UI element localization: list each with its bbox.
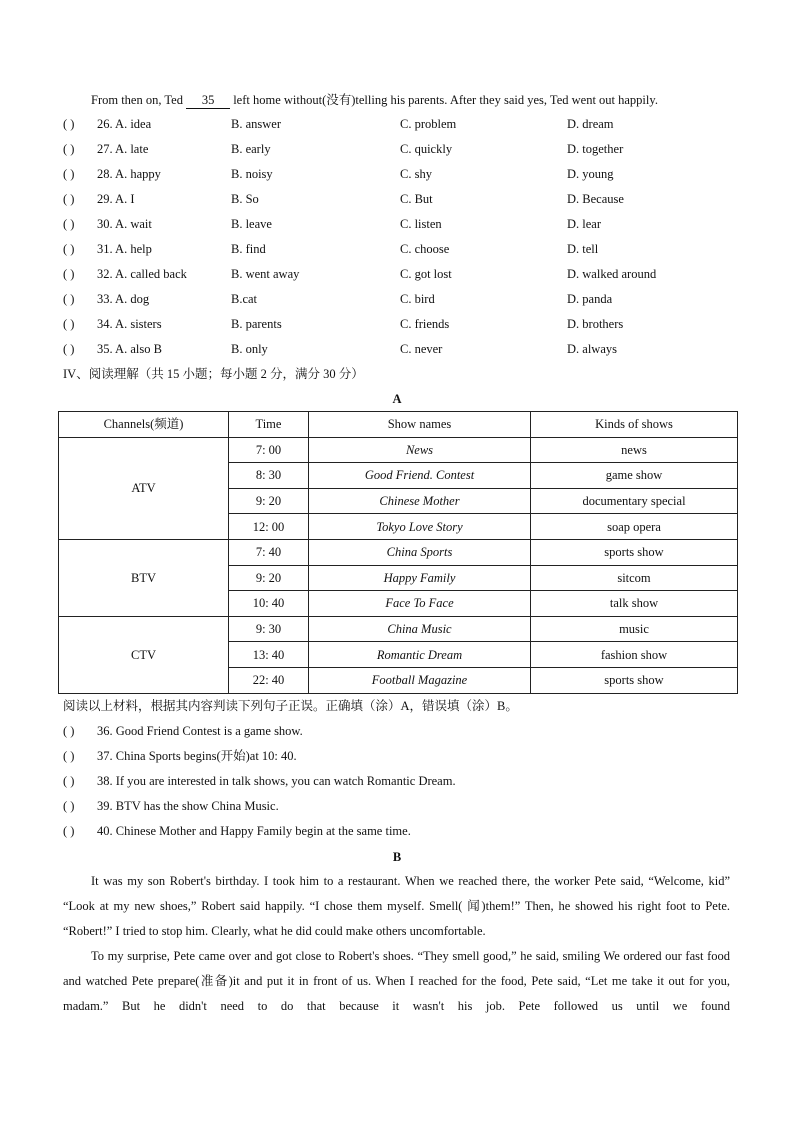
- show-cell: Happy Family: [309, 565, 531, 591]
- option-b: B. answer: [231, 117, 281, 131]
- answer-paren: ( ): [63, 267, 75, 281]
- header-kinds: Kinds of shows: [531, 412, 738, 438]
- option-a: 26. A. idea: [97, 117, 152, 131]
- answer-paren: ( ): [63, 749, 75, 763]
- blank-number: 35: [201, 93, 215, 107]
- show-cell: Good Friend. Contest: [309, 463, 531, 489]
- question-row: [63, 165, 743, 183]
- option-b: B. noisy: [231, 167, 273, 181]
- passage-paragraph: To my surprise, Pete came over and got close to Robert's shoes. “They smell good,” he said, smiling We ordered our fast food and watched Pete prepare(准备)it and put it in front of us. When I reached for the food, Pete said, “Let me take it out for you, madam.” But he didn't need to do that because it wasn't his job. Pete followed us until we found: [63, 949, 730, 1013]
- channel-cell: CTV: [59, 616, 229, 693]
- kind-cell: sports show: [531, 539, 738, 565]
- header-time: Time: [229, 412, 309, 438]
- option-d: D. tell: [567, 242, 599, 256]
- tf-instruction: 阅读以上材料，根据其内容判读下列句子正误。正确填（涂）A，错误填（涂）B。: [63, 699, 518, 713]
- question-row: [63, 115, 743, 133]
- section-title: IV、阅读理解（共 15 小题；每小题 2 分，满分 30 分）: [63, 367, 364, 381]
- passage-b: [63, 869, 730, 1019]
- time-cell: 10: 40: [229, 591, 309, 617]
- option-c: C. got lost: [400, 267, 452, 281]
- show-cell: News: [309, 437, 531, 463]
- kind-cell: sitcom: [531, 565, 738, 591]
- time-cell: 13: 40: [229, 642, 309, 668]
- question-row: [63, 240, 743, 258]
- tf-text: 37. China Sports begins(开始)at 10: 40.: [97, 749, 297, 763]
- header-show-names: Show names: [309, 412, 531, 438]
- time-cell: 22: 40: [229, 667, 309, 693]
- kind-cell: game show: [531, 463, 738, 489]
- option-a: 33. A. dog: [97, 292, 150, 306]
- question-row: [63, 265, 743, 283]
- option-d: D. walked around: [567, 267, 657, 281]
- tf-text: 39. BTV has the show China Music.: [97, 799, 279, 813]
- option-c: C. never: [400, 342, 443, 356]
- question-row: [63, 290, 743, 308]
- tf-text: 38. If you are interested in talk shows, you can watch Romantic Dream.: [97, 774, 456, 788]
- tv-schedule-table: [58, 411, 738, 694]
- option-c: C. shy: [400, 167, 432, 181]
- question-row: [63, 315, 743, 333]
- kind-cell: sports show: [531, 667, 738, 693]
- option-d: D. together: [567, 142, 624, 156]
- time-cell: 12: 00: [229, 514, 309, 540]
- answer-paren: ( ): [63, 217, 75, 231]
- show-cell: Tokyo Love Story: [309, 514, 531, 540]
- answer-paren: ( ): [63, 242, 75, 256]
- kind-cell: soap opera: [531, 514, 738, 540]
- option-b: B. early: [231, 142, 271, 156]
- option-d: D. panda: [567, 292, 613, 306]
- show-cell: China Music: [309, 616, 531, 642]
- show-cell: Romantic Dream: [309, 642, 531, 668]
- show-cell: Chinese Mother: [309, 488, 531, 514]
- tf-text: 40. Chinese Mother and Happy Family begin at the same time.: [97, 824, 411, 838]
- option-c: C. quickly: [400, 142, 453, 156]
- kind-cell: music: [531, 616, 738, 642]
- answer-paren: ( ): [63, 824, 75, 838]
- question-row: [63, 190, 743, 208]
- option-b: B. parents: [231, 317, 282, 331]
- kind-cell: fashion show: [531, 642, 738, 668]
- time-cell: 7: 00: [229, 437, 309, 463]
- answer-paren: ( ): [63, 774, 75, 788]
- passage-b-label: B: [392, 850, 402, 864]
- option-d: D. lear: [567, 217, 602, 231]
- option-a: 34. A. sisters: [97, 317, 162, 331]
- answer-paren: ( ): [63, 342, 75, 356]
- option-c: C. bird: [400, 292, 435, 306]
- answer-paren: ( ): [63, 292, 75, 306]
- answer-paren: ( ): [63, 117, 75, 131]
- kind-cell: talk show: [531, 591, 738, 617]
- show-cell: Face To Face: [309, 591, 531, 617]
- intro-before: From then on, Ted: [91, 93, 187, 107]
- option-a: 27. A. late: [97, 142, 149, 156]
- show-cell: China Sports: [309, 539, 531, 565]
- intro-after: left home without(没有)telling his parents. After they said yes, Ted went out happily.: [230, 93, 658, 107]
- option-a: 29. A. I: [97, 192, 135, 206]
- time-cell: 9: 20: [229, 565, 309, 591]
- option-b: B. leave: [231, 217, 272, 231]
- kind-cell: news: [531, 437, 738, 463]
- option-c: C. problem: [400, 117, 457, 131]
- option-b: B. So: [231, 192, 259, 206]
- option-a: 35. A. also B: [97, 342, 162, 356]
- option-c: C. choose: [400, 242, 450, 256]
- time-cell: 9: 30: [229, 616, 309, 642]
- answer-paren: ( ): [63, 142, 75, 156]
- passage-a-label: A: [392, 392, 402, 406]
- question-row: [63, 215, 743, 233]
- table-row: [59, 437, 738, 463]
- option-c: C. friends: [400, 317, 450, 331]
- question-row: [63, 340, 743, 358]
- time-cell: 8: 30: [229, 463, 309, 489]
- option-d: D. young: [567, 167, 614, 181]
- table-row: [59, 616, 738, 642]
- channel-cell: ATV: [59, 437, 229, 539]
- table-header-row: [59, 412, 738, 438]
- option-a: 31. A. help: [97, 242, 152, 256]
- option-c: C. But: [400, 192, 433, 206]
- option-b: B. only: [231, 342, 268, 356]
- option-a: 28. A. happy: [97, 167, 161, 181]
- kind-cell: documentary special: [531, 488, 738, 514]
- answer-paren: ( ): [63, 724, 75, 738]
- answer-paren: ( ): [63, 799, 75, 813]
- option-d: D. brothers: [567, 317, 624, 331]
- answer-paren: ( ): [63, 317, 75, 331]
- option-b: B.cat: [231, 292, 258, 306]
- time-cell: 9: 20: [229, 488, 309, 514]
- answer-blank: [186, 92, 230, 109]
- header-channels: Channels(频道): [59, 412, 229, 438]
- answer-paren: ( ): [63, 167, 75, 181]
- tf-text: 36. Good Friend Contest is a game show.: [97, 724, 303, 738]
- passage-paragraph: It was my son Robert's birthday. I took him to a restaurant. When we reached there, the worker Pete said, “Welcome, kid” “Look at my new shoes,” Robert said happily. “I chose them myself. Smell( 闻)them!” Then, he showed his right foot to Pete. “Robert!” I tried to stop him. Clearly, what he did could make others uncomfortable.: [63, 874, 730, 938]
- channel-cell: BTV: [59, 539, 229, 616]
- option-a: 32. A. called back: [97, 267, 187, 281]
- option-b: B. went away: [231, 267, 300, 281]
- option-b: B. find: [231, 242, 266, 256]
- option-d: D. dream: [567, 117, 614, 131]
- show-cell: Football Magazine: [309, 667, 531, 693]
- option-d: D. always: [567, 342, 617, 356]
- table-row: [59, 539, 738, 565]
- answer-paren: ( ): [63, 192, 75, 206]
- option-c: C. listen: [400, 217, 442, 231]
- option-d: D. Because: [567, 192, 624, 206]
- option-a: 30. A. wait: [97, 217, 152, 231]
- question-row: [63, 140, 743, 158]
- time-cell: 7: 40: [229, 539, 309, 565]
- cloze-intro: [91, 92, 658, 109]
